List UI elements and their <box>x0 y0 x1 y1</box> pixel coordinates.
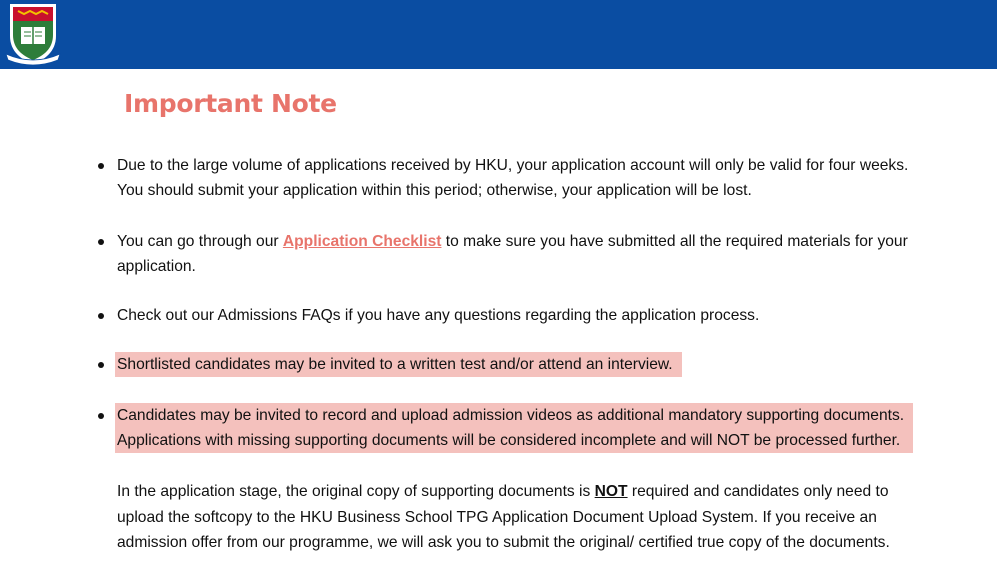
list-item-highlighted <box>98 403 913 453</box>
list-item <box>98 153 908 203</box>
highlighted-text: Candidates may be invited to record and upload admission videos as additional mandatory supporting documents. Applications with missing supporting documents will be considered incomplete and will NOT be processed further. <box>115 403 913 453</box>
bullet-icon <box>98 413 104 419</box>
supporting-documents-paragraph: In the application stage, the original copy of supporting documents is NOT required and candidates only need to upload the softcopy to the HKU Business School TPG Application Document Upload System. If you receive an admission offer from our programme, we will ask you to submit the original/ certified true copy of the documents. <box>117 483 890 551</box>
item-text: application. <box>117 258 196 275</box>
item-text: You should submit your application within this period; otherwise, your application will be lost. <box>117 182 752 199</box>
application-checklist-link[interactable]: Application Checklist <box>282 233 442 250</box>
list-item <box>98 303 759 328</box>
item-text: to make sure you have submitted all the required materials for your <box>441 233 908 250</box>
list-item <box>98 229 908 279</box>
bullet-icon <box>98 362 104 368</box>
header-bar <box>0 0 997 69</box>
item-text: You can go through our <box>117 233 283 250</box>
bullet-icon <box>98 313 104 319</box>
bullet-icon <box>98 163 104 169</box>
emphasis-not: NOT <box>594 483 628 500</box>
hku-crest-icon[interactable] <box>4 2 62 66</box>
highlighted-text: Shortlisted candidates may be invited to a written test and/or attend an interview. <box>115 352 682 377</box>
item-text: Due to the large volume of applications received by HKU, your application account will only be valid for four weeks. <box>117 157 909 174</box>
item-text: Check out our Admissions FAQs if you have any questions regarding the application process. <box>117 307 760 324</box>
bullet-icon <box>98 239 104 245</box>
page-title: Important Note <box>124 89 337 118</box>
list-item-highlighted <box>98 352 682 377</box>
